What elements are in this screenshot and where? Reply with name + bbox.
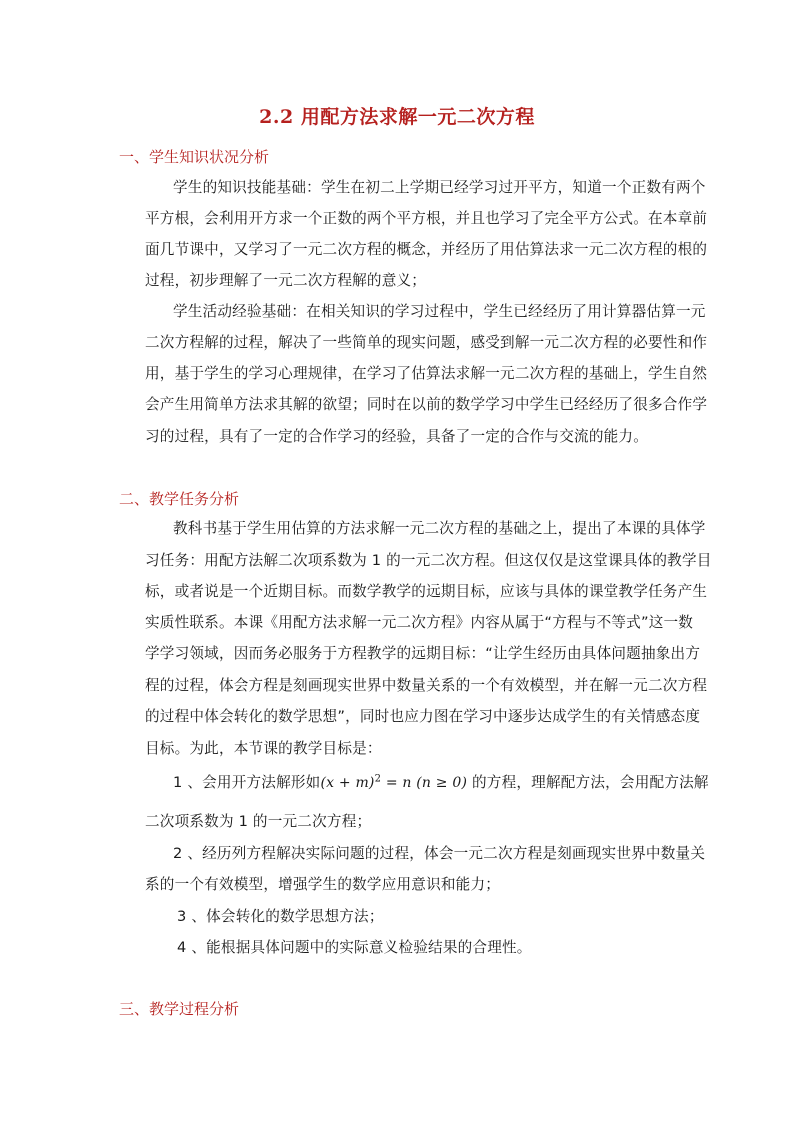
paragraph-line: 学生的知识技能基础：学生在初二上学期已经学习过开平方，知道一个正数有两个	[173, 179, 706, 196]
goal-1	[173, 771, 709, 792]
paragraph-line: 教科书基于学生用估算的方法求解一元二次方程的基础之上，提出了本课的具体学	[173, 520, 706, 537]
goal-3: 3 、体会转化的数学思想方法；	[177, 908, 384, 925]
paragraph-line: 面几节课中，又学习了一元二次方程的概念，并经历了用估算法求一元二次方程的根的	[145, 241, 708, 258]
goal-2-line-2: 系的一个有效模型，增强学生的数学应用意识和能力；	[145, 876, 501, 893]
paragraph-line: 目标。为此，本节课的教学目标是：	[145, 740, 382, 757]
paragraph-line: 二次方程解的过程，解决了一些简单的现实问题，感受到解一元二次方程的必要性和作	[145, 334, 708, 351]
paragraph-line: 习任务：用配方法解二次项系数为 1 的一元二次方程。但这仅仅是这堂课具体的教学目	[145, 552, 712, 569]
paragraph-line: 实质性联系。本课《用配方法求解一元二次方程》内容从属于“方程与不等式”这一数	[145, 614, 694, 631]
paragraph-line: 学生活动经验基础：在相关知识的学习过程中，学生已经经历了用计算器估算一元	[173, 303, 706, 320]
goal-1-suffix: 的方程，理解配方法，会用配方法解	[467, 774, 709, 791]
goal-1-line-2: 二次项系数为 1 的一元二次方程；	[145, 813, 372, 830]
paragraph-line: 程的过程，体会方程是刻画现实世界中数量关系的一个有效模型，并在解一元二次方程	[145, 677, 708, 694]
goal-4: 4 、能根据具体问题中的实际意义检验结果的合理性。	[177, 939, 532, 956]
paragraph-line: 的过程中体会转化的数学思想”，同时也应力图在学习中逐步达成学生的有关情感态度	[145, 708, 701, 725]
section-heading-3: 三、教学过程分析	[119, 1000, 240, 1018]
goal-1-formula: $(x + m)^2 = n$ (n ≥ 0)	[320, 773, 468, 791]
paragraph-line: 习的过程，具有了一定的合作学习的经验，具备了一定的合作与交流的能力。	[145, 428, 648, 445]
paragraph-line: 标，或者说是一个近期目标。而数学教学的远期目标，应该与具体的课堂教学任务产生	[145, 583, 708, 600]
goal-1-prefix: 1 、会用开方法解形如	[173, 774, 321, 791]
paragraph-line: 过程，初步理解了一元二次方程解的意义；	[145, 272, 427, 289]
goal-2: 2 、经历列方程解决实际问题的过程，体会一元二次方程是刻画现实世界中数量关	[173, 845, 706, 862]
paragraph-line: 用，基于学生的学习心理规律，在学习了估算法求解一元二次方程的基础上，学生自然	[145, 365, 708, 382]
paragraph-line: 会产生用简单方法求其解的欲望；同时在以前的数学学习中学生已经经历了很多合作学	[145, 396, 708, 413]
paragraph-line: 学学习领域，因而务必服务于方程教学的远期目标：“让学生经历由具体问题抽象出方	[145, 645, 701, 662]
paragraph-line: 平方根，会利用开方求一个正数的两个平方根，并且也学习了完全平方公式。在本章前	[145, 210, 708, 227]
section-heading-2: 二、教学任务分析	[119, 490, 240, 508]
page-title: 2.2 用配方法求解一元二次方程	[259, 106, 535, 128]
section-heading-1: 一、学生知识状况分析	[119, 148, 270, 166]
